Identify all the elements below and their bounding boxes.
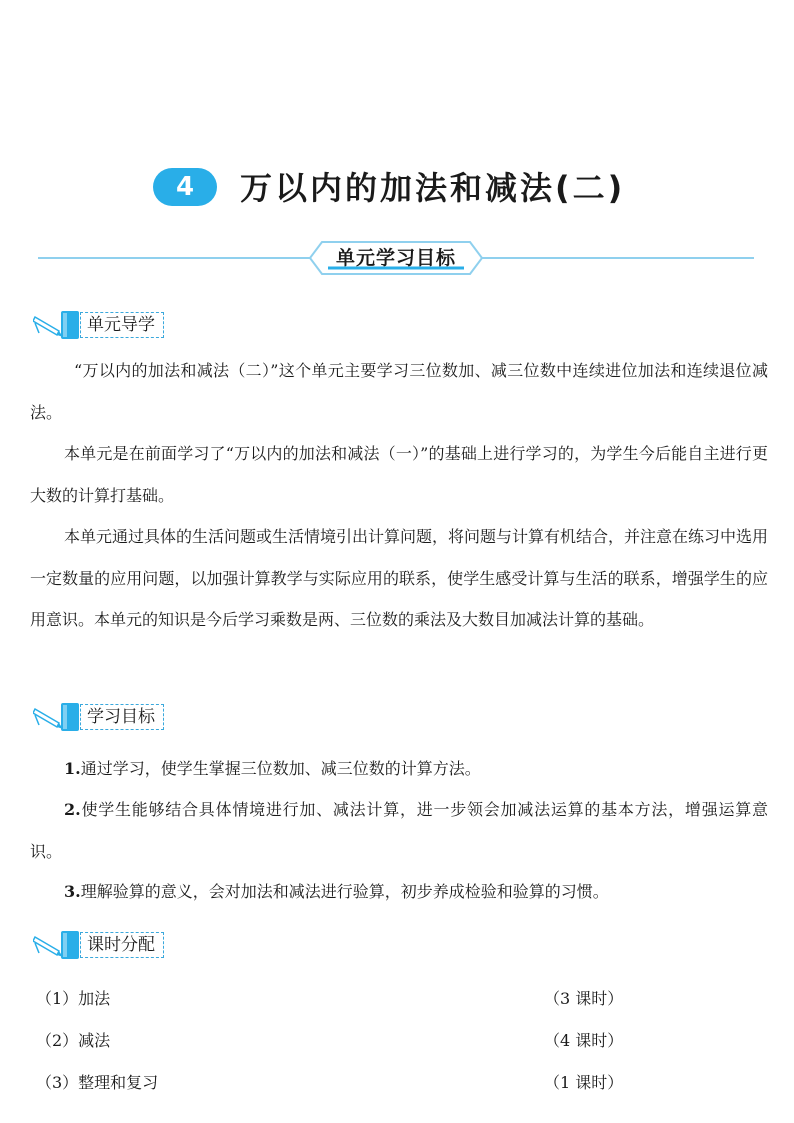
unit-number: 4 (175, 172, 195, 202)
section-label-box (80, 932, 164, 958)
intro-paragraph-1 (30, 350, 768, 433)
schedule-hours: （4 课时） (544, 1031, 624, 1050)
goal-item-1 (30, 748, 768, 790)
section-label-box (80, 704, 164, 730)
schedule-hours: （3 课时） (544, 989, 624, 1008)
unit-number-badge (153, 168, 217, 206)
goal-text: 通过学习，使学生掌握三位数加、减三位数的计算方法。 (80, 759, 481, 778)
unit-title: 万以内的加法和减法(二) (240, 169, 626, 207)
schedule-lesson: （1）加法 (36, 989, 111, 1008)
schedule-row (36, 986, 626, 1012)
schedule-row (36, 1070, 626, 1096)
section-heading: 学习目标 (87, 707, 155, 727)
schedule-row (36, 1028, 626, 1054)
objectives-banner (38, 238, 754, 278)
paragraph-text: “万以内的加法和减法（二）”这个单元主要学习三位数加、减三位数中连续进位加法和连续退位减法。 (30, 361, 768, 422)
goal-number: 2. (64, 800, 81, 819)
intro-paragraph-2: 本单元是在前面学习了“万以内的加法和减法（一）”的基础上进行学习的，为学生今后能自主进行更大数的计算打基础。 (30, 444, 768, 505)
goal-number: 3. (64, 882, 81, 901)
schedule-lesson: （2）减法 (36, 1031, 111, 1050)
goal-item-2 (30, 789, 768, 872)
section-label-box (80, 312, 164, 338)
banner-label: 单元学习目标 (335, 247, 456, 269)
goal-text: 使学生能够结合具体情境进行加、减法计算，进一步领会加减法运算的基本方法，增强运算意识。 (30, 800, 768, 861)
section-heading: 课时分配 (87, 935, 155, 955)
pen-book-icon (33, 701, 83, 735)
goal-text: 理解验算的意义，会对加法和减法进行验算，初步养成检验和验算的习惯。 (80, 882, 609, 901)
section-heading: 单元导学 (87, 315, 155, 335)
unit-title-bar (0, 168, 794, 212)
goal-item-3 (30, 871, 768, 913)
goal-number: 1. (64, 759, 81, 778)
intro-paragraph-3: 本单元通过具体的生活问题或生活情境引出计算问题，将问题与计算有机结合，并注意在练习中选用一定数量的应用问题，以加强计算教学与实际应用的联系，使学生感受计算与生活的联系，增强学生的应用意识。本单元的知识是今后学习乘数是两、三位数的乘法及大数目加减法计算的基础。 (30, 527, 769, 629)
pen-book-icon (33, 929, 83, 963)
schedule-lesson: （3）整理和复习 (36, 1073, 159, 1092)
pen-book-icon (33, 309, 83, 343)
schedule-hours: （1 课时） (544, 1073, 624, 1092)
